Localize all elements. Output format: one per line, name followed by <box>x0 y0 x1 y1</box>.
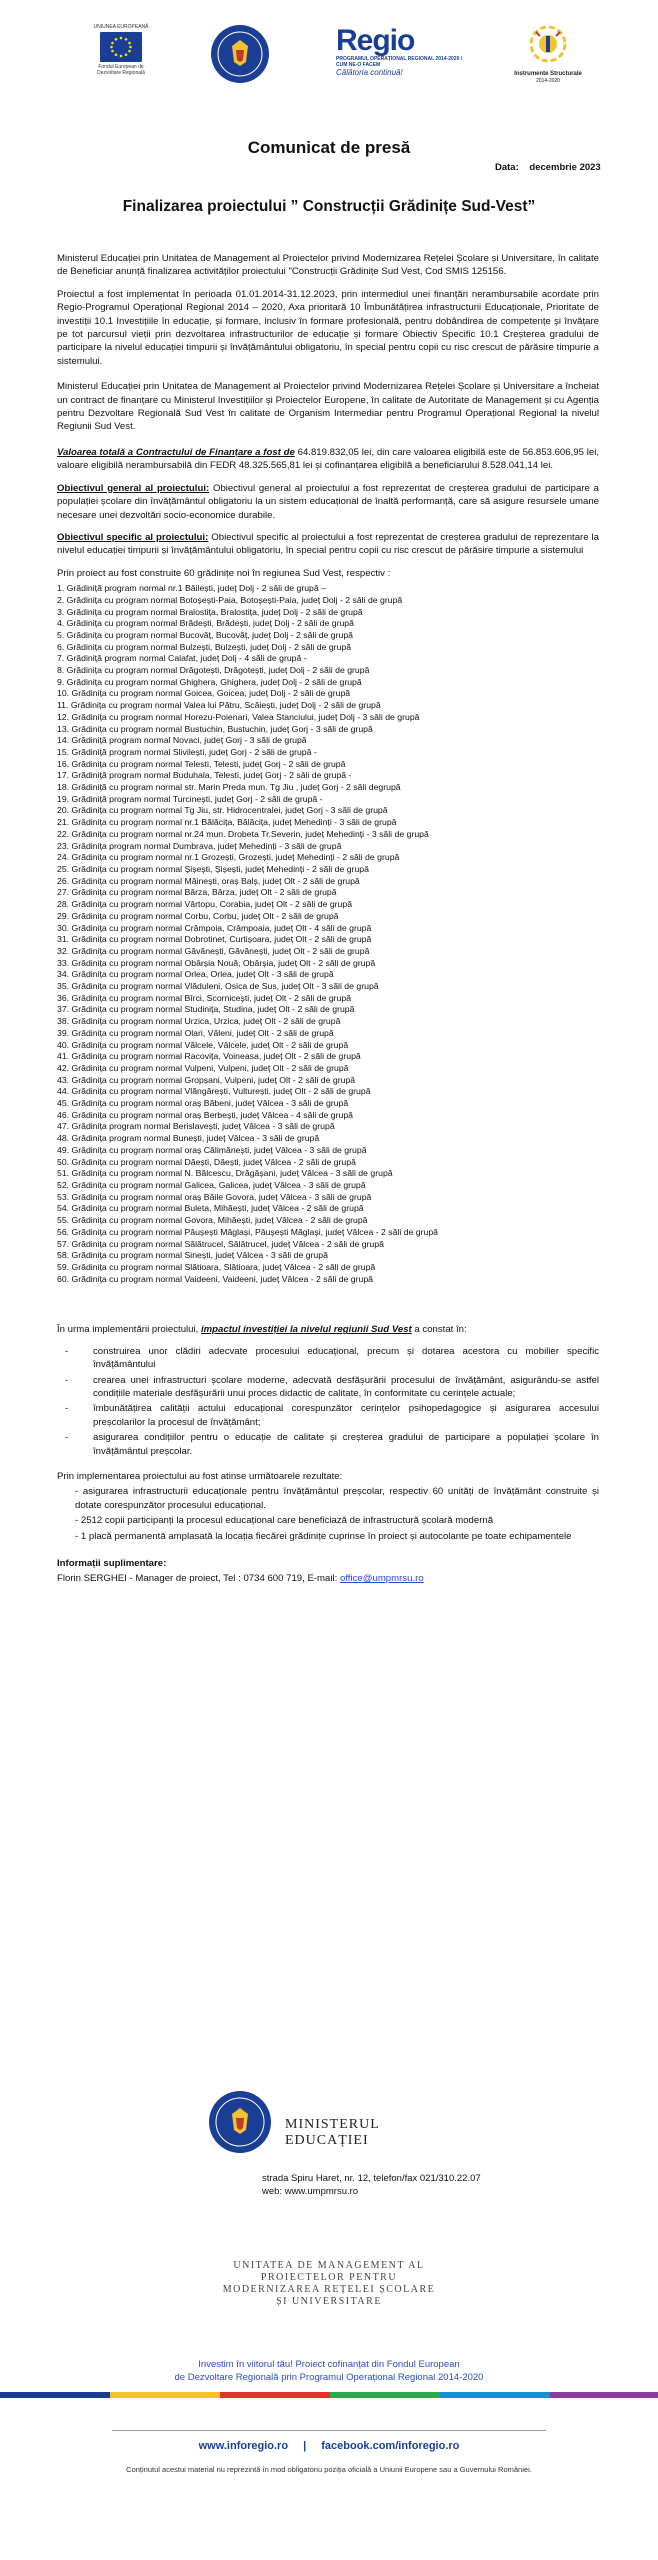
ministry-name: MINISTERUL EDUCAȚIEI <box>285 2117 380 2148</box>
funding-statement <box>0 2358 658 2384</box>
results-intro: Prin implementarea proiectului au fost atinse următoarele rezultate: <box>57 1470 343 1482</box>
kindergarten-item: 33. Grădinița cu program normal Obârșia Nouă, Obârșia, județ Olt - 2 săli de grupă <box>57 957 376 968</box>
kindergarten-item: 4. Grădinița cu program normal Brădești, Brădești, județ Dolj - 2 săli de grupă <box>57 618 354 629</box>
government-logo <box>210 22 270 86</box>
kindergarten-item: 8. Grădinița cu program normal Drăgotești, Drăgotești, județ Dolj - 2 săli de grupă <box>57 665 370 676</box>
kindergarten-item: 51. Grădinița cu program normal N. Bălcescu, Drăgășani, județ Vâlcea - 3 săli de grupă <box>57 1168 393 1179</box>
kindergarten-item: 31. Grădinița cu program normal Dobrotinet, Curtișoara, județ Olt - 2 săli de grupă <box>57 934 372 945</box>
result-item: - 2512 copii participanți la procesul educațional care beneficiază de infrastructură școlară modernă <box>75 1515 494 1527</box>
kindergarten-item: 46. Grădinița cu program normal oraș Berbești, județ Vâlcea - 4 săli de grupă <box>57 1109 354 1120</box>
ministry-crest-icon <box>205 2089 275 2155</box>
impact-intro-bold: impactul investiției la nivelul regiunii Sud Vest <box>200 1324 412 1336</box>
result-item: - 1 placă permanentă amplasată la locația fiecărei grădinițe cuprinse în proiect și autocolante pe toate echipamentele <box>75 1530 572 1542</box>
document-body <box>57 252 599 1595</box>
regio-logo-program: PROGRAMUL OPERAȚIONAL REGIONAL 2014-2020 / CUM NE-O FACEM <box>336 56 463 68</box>
structural-instruments-years: 2014-2020 <box>536 78 560 84</box>
kindergarten-item: 23. Grădinița program normal Dumbrava, județ Mehedinți - 3 săli de grupă <box>57 840 342 851</box>
kindergarten-item: 53. Grădinița cu program normal oraș Băile Govora, județ Vâlcea - 3 săli de grupă <box>57 1191 372 1202</box>
contact-email-link[interactable]: office@umpmrsu.ro <box>339 1573 424 1585</box>
kindergarten-item: 54. Grădinița cu program normal Buleta, Mihăești, județ Vâlcea - 2 săli de grupă <box>57 1203 364 1214</box>
kindergarten-item: 7. Grădiniță program normal Calafat, județ Dolj - 4 săli de grupă - <box>57 653 307 664</box>
kindergarten-item: 56. Grădinița cu program normal Păușești Măglași, Păușești Măglași, județ Vâlcea - 2 săli de grupă <box>57 1226 438 1237</box>
kindergarten-item: 21. Grădinița cu program normal nr.1 Bălăcița, Bălăcița, județ Mehedinți - 3 săli de grupă <box>57 817 397 828</box>
color-band <box>0 2392 658 2398</box>
footer-links <box>0 2440 658 2452</box>
kindergarten-item: 16. Grădinița cu program normal Telesti, Telesti, județ Gorj - 2 săli de grupă <box>57 758 346 769</box>
facebook-link[interactable]: facebook.com/inforegio.ro <box>321 2440 460 2452</box>
inforegio-link[interactable]: www.inforegio.ro <box>198 2440 289 2452</box>
kindergarten-item: 34. Grădinița cu program normal Orlea, Orlea, județ Olt - 3 săli de grupă <box>57 969 334 980</box>
paragraph-implementation: Proiectul a fost implementat în perioada 01.01.2014-31.12.2023, prin intermediul unei finanțări nerambursabile acordate prin Regio-Programul Operațional Regional 2014 – 2020, Axa prioritară 10 Îmbunătățirea infrastructurii Educaționale, Prioritate de investiții 10.1 Investițiile în educație, și formare, inclusiv în formare profesională, pentru dobândirea de competențe și învățare pe tot parcursul vieții prin dezvoltarea infrastructurilor de educație și formare Obiectiv Specific 10.1 Creșterea gradului de participare la nivelul educației timpurii și învățământului obligatoriu, în special pentru copii cu risc crescut de părăsire timpurie a sistemului. <box>57 288 599 367</box>
kindergarten-item: 25. Grădinița cu program normal Șișești, Șișești, județ Mehedinți - 2 săli de grupă <box>57 864 369 874</box>
regio-logo-word: Regio <box>336 24 415 57</box>
impact-item: - asigurarea condițiilor pentru o educație de calitate și creșterea gradului de participare a populației școlare în învățământul preșcolar. <box>57 1431 599 1458</box>
ministry-web: web: www.umpmrsu.ro <box>262 2186 359 2197</box>
kindergarten-item: 44. Grădinița cu program normal Vlăngărești, Vulturești, județ Olt - 2 săli de grupă <box>57 1086 371 1097</box>
header-logos <box>0 22 658 102</box>
impact-intro <box>57 1323 599 1336</box>
kindergarten-item: 6. Grădinița cu program normal Bulzești, Bulzești, județ Dolj - 2 săli de grupă <box>57 641 352 652</box>
contact-person-text: Florin SERGHEI - Manager de proiect, Tel : 0734 600 719, E-mail: <box>57 1573 340 1585</box>
kindergarten-item: 60. Grădinița cu program normal Vaideeni, Vaideeni, județ Vâlcea - 2 săli de grupă <box>57 1273 373 1284</box>
kindergarten-item: 15. Grădiniță program normal Slivilești, județ Gorj - 2 săli de grupă - <box>57 746 317 757</box>
kindergarten-item: 50. Grădinița cu program normal Dăești, Dăești, județ Vâlcea - 2 săli de grupă <box>57 1156 356 1167</box>
kindergarten-item: 52. Grădinița cu program normal Galicea, Galicea, județ Vâlcea - 3 săli de grupă <box>57 1179 366 1190</box>
date-label: Data: <box>495 162 519 173</box>
result-item: - asigurarea infrastructurii educaționale pentru învățământul preșcolar, respectiv 60 unități de învățământ construite și dotate corespunzător procesului educațional. <box>75 1486 599 1511</box>
ministry-address: strada Spiru Haret, nr. 12, telefon/fax 021/310.22.07 <box>262 2173 481 2184</box>
kindergarten-item: 49. Grădinița cu program normal oraș Călimănești, județ Vâlcea - 3 săli de grupă <box>57 1144 367 1155</box>
value-text: 64.819.832,05 lei, din care valoarea eligibilă este de 56.853.606,95 lei, valoare eligibilă nerambursabilă din FEDR 48.325.565,81 lei și cofinanțarea eligibilă a beneficiarului 8.528.041,14 lei. <box>57 446 599 472</box>
impact-list <box>57 1345 599 1458</box>
impact-item: - crearea unei infrastructuri școlare moderne, adecvată desfășurării procesului de învățământ, asigurându-se astfel condițiile materiale desfășurării unui proces didactic de calitate, în conformitate cu cerințele actuale; <box>57 1374 599 1401</box>
unit-name <box>0 2260 658 2308</box>
kindergarten-item: 24. Grădinița cu program normal nr.1 Grozești, Grozești, județ Mehedinți - 2 săli de grupă <box>57 852 400 863</box>
impact-intro-after: a constat în: <box>411 1324 467 1336</box>
kindergarten-item: 58. Grădinița cu program normal Sinești, județ Vâlcea - 3 săli de grupă <box>57 1250 328 1261</box>
kindergarten-item: 36. Grădinița cu program normal Bîrci, Scornicești, județ Olt - 2 săli de grupă <box>57 992 352 1003</box>
kindergarten-list <box>57 583 599 1285</box>
kindergarten-item: 1. Grădiniță program normal nr.1 Băilești, județ Dolj - 2 săli de grupă – <box>57 583 326 594</box>
kindergarten-item: 19. Grădiniță program normal Turcinești, județ Gorj - 2 săli de grupă - <box>57 793 323 804</box>
impact-item: - construirea unor clădiri adecvate procesului educațional, precum și dotarea acestora cu mobilier specific învățământului <box>57 1345 599 1372</box>
specific-objective-label: Obiectivul specific al proiectului: <box>57 531 209 543</box>
kindergarten-item: 39. Grădinița cu program normal Olari, Văleni, județ Olt - 2 săli de grupă <box>57 1027 334 1038</box>
kindergarten-item: 18. Grădiniță cu program normal str. Marin Preda mun. Tg Jiu , județ Gorj - 2 săli degrupă <box>57 782 401 793</box>
kindergarten-item: 43. Grădinița cu program normal Gropșani, Vulpeni, județ Olt - 2 săli de grupă <box>57 1074 356 1085</box>
kindergarten-item: 17. Grădiniță program normal Buduhala, Telesti, județ Gorj - 2 săli de grupă - <box>57 770 352 781</box>
general-objective-label: Obiectivul general al proiectului: <box>57 482 210 494</box>
list-intro: Prin proiect au fost construite 60 grădinițe noi în regiunea Sud Vest, respectiv : <box>57 567 391 579</box>
kindergarten-item: 9. Grădinița cu program normal Ghighera, Ghighera, județ Dolj - 2 săli de grupă <box>57 676 362 687</box>
funding-line: de Dezvoltare Regională prin Programul Operațional Regional 2014-2020 <box>174 2372 484 2383</box>
kindergarten-item: 27. Grădinița cu program normal Bârza, Bârza, județ Olt - 2 săli de grupă <box>57 887 337 898</box>
kindergarten-item: 3. Grădinița cu program normal Bralostița, Bralostița, județ Dolj - 2 săli de grupă <box>57 606 363 617</box>
impact-item: - îmbunătățirea calității actului educațional corespunzător cerințelor psihopedagogice și asigurarea accesului preșcolarilor la procesul de învățământ; <box>57 1402 599 1429</box>
eu-logo-top: UNIUNEA EUROPEANĂ <box>93 24 149 30</box>
footer-divider <box>112 2430 546 2431</box>
specific-objective-text: Obiectivul specific al proiectului a fost reprezentat de creșterea gradului de reprezentare la nivelul educației timpurii și învățământului obligatoriu, în special pentru copii cu risc crescut de părăsire timpurie a sistemului <box>57 531 600 557</box>
kindergarten-item: 26. Grădinița cu program normal Măinești, oraș Balș, județ Olt - 2 săli de grupă <box>57 875 360 886</box>
regio-logo <box>336 26 466 77</box>
kindergarten-item: 47. Grădinița program normal Berislavești, județ Vâlcea - 3 săli de grupă <box>57 1121 335 1132</box>
value-label: Valoarea totală a Contractului de Finanțare a fost de <box>57 446 295 458</box>
kindergarten-item: 22. Grădinița cu program normal nr.24 mun. Drobeta Tr.Severin, județ Mehedinți - 3 săli de grupă <box>57 828 429 839</box>
kindergarten-item: 11. Grădinița cu program normal Valea lui Pătru, Scăiești, județ Dolj - 2 săli de grupă <box>57 700 381 711</box>
paragraph-intro: Ministerul Educației prin Unitatea de Management al Proiectelor privind Modernizarea Rețelei Școlare și Universitare, în calitate de Beneficiar anunță finalizarea activităților proiectului "Construcții Grădinițe Sud Vest, Cod SMIS 125156. <box>57 253 599 278</box>
structural-instruments-icon <box>526 22 570 66</box>
document-subtitle: Finalizarea proiectului ” Construcții Grădinițe Sud-Vest” <box>122 198 536 215</box>
paragraph-value <box>57 446 599 473</box>
impact-intro-before: În urma implementării proiectului, <box>57 1324 201 1336</box>
contact-title: Informații suplimentare: <box>57 1558 167 1569</box>
unit-line: PROIECTELOR PENTRU <box>260 2272 398 2283</box>
kindergarten-item: 55. Grădinița cu program normal Govora, Mihăești, județ Vâlcea - 2 săli de grupă <box>57 1215 368 1226</box>
kindergarten-item: 28. Grădinița cu program normal Vârtopu, Corabia, județ Olt - 2 săli de grupă <box>57 899 353 910</box>
footer-separator: | <box>303 2440 307 2452</box>
kindergarten-item: 57. Grădinița cu program normal Sălătrucel, Sălătrucel, județ Vâlcea - 2 săli de grupă <box>57 1238 384 1249</box>
structural-instruments-title: Instrumente Structurale <box>514 71 582 77</box>
kindergarten-item: 40. Grădinița cu program normal Vâlcele, Vâlcele, județ Olt - 2 săli de grupă <box>57 1039 349 1050</box>
eu-logo <box>92 24 150 76</box>
paragraph-specific-objective <box>57 531 599 558</box>
disclaimer: Conținutul acestui material nu reprezintă în mod obligatoriu poziția oficială a Uniunii Europene sau a Guvernului României. <box>126 2465 532 2474</box>
kindergarten-item: 5. Grădinița cu program normal Bucovăț, Bucovăț, județ Dolj - 2 săli de grupă <box>57 629 354 640</box>
paragraph-general-objective <box>57 482 599 522</box>
paragraph-contract: Ministerul Educației prin Unitatea de Management al Proiectelor privind Modernizarea Rețelei Școlare și Universitare a încheiat un contract de finanțare cu Ministerul Investițiilor și Proiectelor Europene, în calitate de Autoritate de Management și cu Agenția pentru Dezvoltare Regională Sud Vest în calitate de Organism Intermediar pentru Programul Operațional Regional la nivelul Regiunii Sud Vest. <box>57 381 599 433</box>
kindergarten-item: 32. Grădinița cu program normal Găvănești, Găvănești, județ Olt - 2 săli de grupă <box>57 945 370 956</box>
page-title: Comunicat de presă <box>247 138 411 157</box>
kindergarten-item: 30. Grădinița cu program normal Crâmpoia, Crâmpoaia, județ Olt - 4 săli de grupă <box>57 922 372 933</box>
ministry-address-block <box>262 2172 481 2198</box>
kindergarten-item: 35. Grădinița cu program normal Vlăduleni, Osica de Sus, județ Olt - 3 săli de grupă <box>57 981 379 992</box>
kindergarten-item: 37. Grădinița cu program normal Studinița, Studina, județ Olt - 2 săli de grupă <box>57 1004 355 1015</box>
kindergarten-item: 14. Grădiniță program normal Novaci, județ Gorj - 3 săli de grupă <box>57 735 307 746</box>
date-line <box>495 162 601 173</box>
kindergarten-item: 48. Grădinița program normal Bunești, județ Vâlcea - 3 săli de grupă <box>57 1133 320 1144</box>
regio-logo-slogan: Călătoria continuă! <box>336 68 403 77</box>
kindergarten-item: 59. Grădinița cu program normal Slătioara, Slătioara, județ Vâlcea - 2 săli de grupă <box>57 1261 376 1272</box>
kindergarten-item: 42. Grădinița cu program normal Vulpeni, Vulpeni, județ Olt - 2 săli de grupă <box>57 1062 349 1073</box>
eu-logo-bottom: Fondul European de Dezvoltare Regională <box>97 64 145 76</box>
contact-person <box>57 1572 599 1585</box>
ministry-logo <box>205 2095 465 2155</box>
general-objective-text: Obiectivul general al proiectului a fost reprezentat de creșterea gradului de participare a populației școlare din învățământul obligatoriu la un sistem educațional de înaltă performanță, care să asigure resursele umane necesare unei dezvoltări socio-economice durabile. <box>57 482 599 521</box>
kindergarten-item: 10. Grădinița cu program normal Goicea, Goicea, județ Dolj - 2 săli de grupă <box>57 688 351 699</box>
date-value: decembrie 2023 <box>529 162 601 173</box>
kindergarten-item: 41. Grădinița cu program normal Racovița, Voineasa, județ Olt - 2 săli de grupă <box>57 1051 361 1062</box>
results-list <box>57 1485 599 1543</box>
kindergarten-item: 13. Grădinița cu program normal Bustuchin, Bustuchin, județ Gorj - 3 săli de grupă <box>57 723 373 734</box>
unit-line: MODERNIZAREA REȚELEI ȘCOLARE <box>222 2284 436 2295</box>
unit-line: UNITATEA DE MANAGEMENT AL <box>233 2260 425 2271</box>
kindergarten-item: 29. Grădinița cu program normal Corbu, Corbu, județ Olt - 2 săli de grupă <box>57 910 339 921</box>
unit-line: ȘI UNIVERSITARE <box>276 2296 382 2307</box>
kindergarten-item: 2. Grădinița cu program normal Botoșești-Paia, Botoșești-Paia, județ Dolj - 2 săli de grupă <box>57 594 403 605</box>
structural-instruments-logo <box>510 22 586 84</box>
kindergarten-item: 12. Grădinița cu program normal Horezu-Poienari, Valea Stanciului, județ Dolj - 3 săli de grupă <box>57 711 420 722</box>
funding-line: Investim în viitorul tău! Proiect cofinanțat din Fondul European <box>198 2359 460 2370</box>
kindergarten-item: 38. Grădinița cu program normal Urzica, Urzica, județ Olt - 2 săli de grupă <box>57 1016 341 1027</box>
kindergarten-item: 45. Grădinița cu program normal oraș Băbeni, județ Vâlcea - 3 săli de grupă <box>57 1098 349 1109</box>
eu-flag-icon <box>100 32 142 62</box>
kindergarten-item: 20. Grădinița cu program normal Tg Jiu, str. Hidrocentralei, județ Gorj - 3 săli de grupă <box>57 805 388 816</box>
